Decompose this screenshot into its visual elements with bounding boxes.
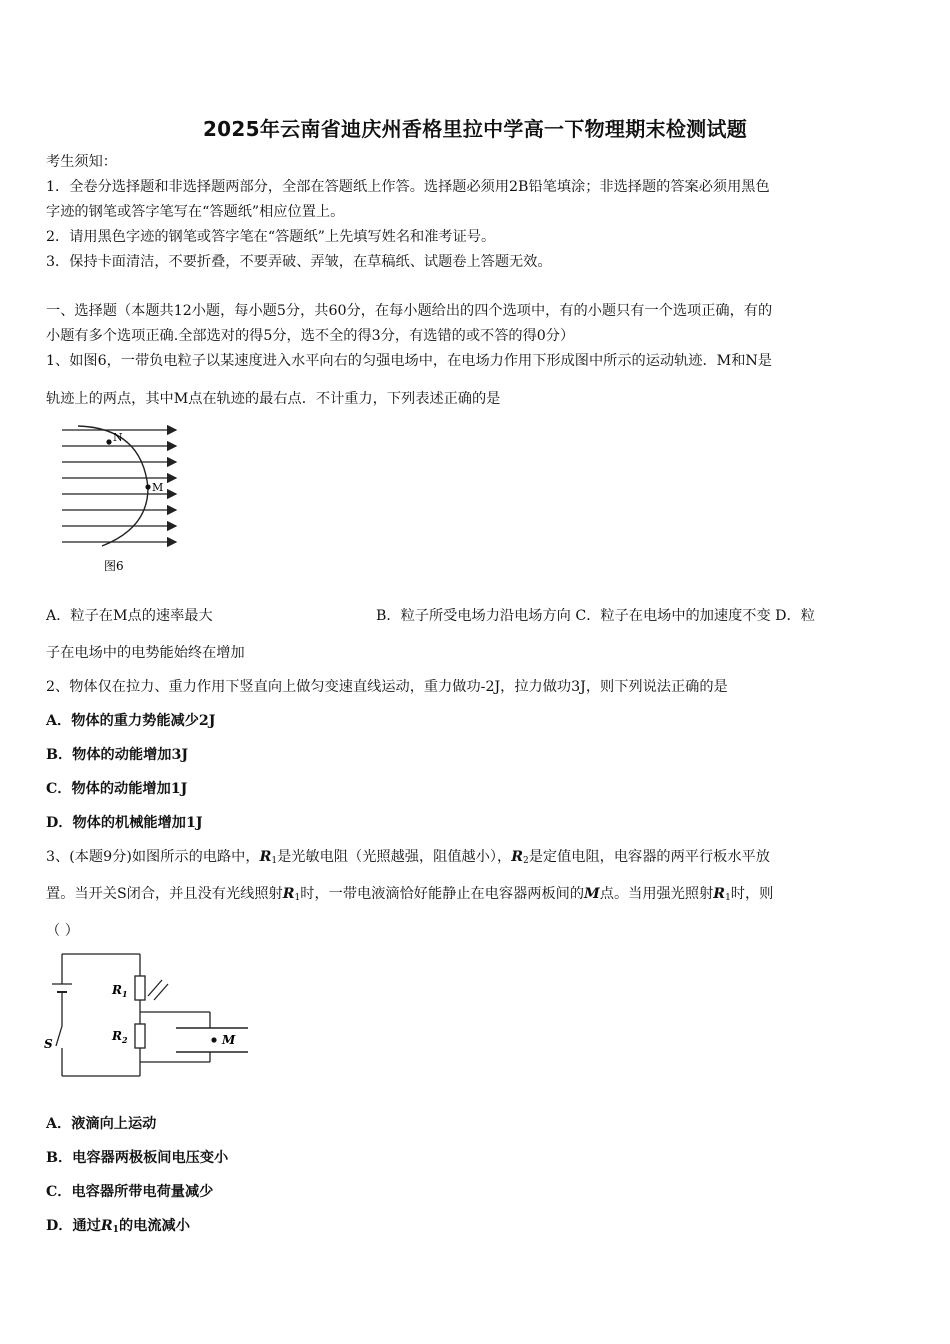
label-sub: 2 xyxy=(121,1035,128,1045)
q2-option-a: A．物体的重力势能减少2J xyxy=(46,713,216,729)
label-m: M xyxy=(152,481,164,494)
subscript: 2 xyxy=(522,856,529,866)
notice-heading: 考生须知： xyxy=(46,154,117,170)
electric-field-figure xyxy=(56,420,186,580)
label-r: R xyxy=(112,1029,122,1043)
switch-blade xyxy=(56,1026,62,1046)
circuit-figure xyxy=(44,948,254,1083)
label-r2 xyxy=(111,1029,128,1045)
notice-item-2: 2．请用黑色字迹的钢笔或答字笔在“答题纸”上先填写姓名和准考证号。 xyxy=(46,229,496,245)
notice-item-3: 3．保持卡面清洁，不要折叠，不要弄破、弄皱，在草稿纸、试题卷上答题无效。 xyxy=(46,254,552,270)
q3-text: 是定值电阻，电容器的两平行板水平放 xyxy=(528,849,770,865)
q3-text: 置。当开关S闭合，并且没有光线照射 xyxy=(46,886,283,902)
subscript: 1 xyxy=(294,893,301,903)
q3-option-d xyxy=(46,1216,908,1240)
label-n: N xyxy=(113,431,123,444)
var-m: M xyxy=(584,886,600,902)
q3-option-d-text: D．通过 xyxy=(46,1218,101,1234)
q3-stem-line1 xyxy=(46,847,908,871)
q3-option-a: A．液滴向上运动 xyxy=(46,1116,157,1132)
section-heading-line1: 一、选择题（本题共12小题，每小题5分，共60分，在每小题给出的四个选项中，有的小题只有一个选项正确，有的 xyxy=(46,303,773,319)
q1-option-bcd: B．粒子所受电场力沿电场方向 C．粒子在电场中的加速度不变 D．粒 xyxy=(376,608,815,624)
var-r: R xyxy=(511,849,523,865)
point-n xyxy=(106,439,111,444)
subscript: 1 xyxy=(271,856,278,866)
q3-text: 时，一带电液滴恰好能静止在电容器两板间的 xyxy=(300,886,585,902)
q3-answer-paren: （ ） xyxy=(46,923,79,939)
label-r: R xyxy=(112,983,122,997)
q1-option-a: A．粒子在M点的速率最大 xyxy=(46,608,213,624)
var-r: R xyxy=(282,886,295,902)
label-m: M xyxy=(222,1033,236,1047)
q2-option-b: B．物体的动能增加3J xyxy=(46,747,189,763)
q2-stem: 2、物体仅在拉力、重力作用下竖直向上做匀变速直线运动，重力做功-2J，拉力做功3J，则下列说法正确的是 xyxy=(46,679,728,695)
q3-option-b: B．电容器两极板间电压变小 xyxy=(46,1150,229,1166)
q3-option-d-text: 的电流减小 xyxy=(118,1218,190,1234)
q3-text: 3、(本题9分)如图所示的电路中， xyxy=(46,849,260,865)
resistor-r2 xyxy=(135,1024,145,1048)
q2-option-c: C．物体的动能增加1J xyxy=(46,781,188,797)
section-heading-line2: 小题有多个选项正确.全部选对的得5分，选不全的得3分，有选错的或不答的得0分） xyxy=(46,328,575,344)
notice-item-1-cont: 字迹的钢笔或答字笔写在“答题纸”相应位置上。 xyxy=(46,204,345,220)
label-r1 xyxy=(111,983,128,999)
var-r: R xyxy=(713,886,726,902)
figure-caption: 图6 xyxy=(104,559,124,573)
q3-text: 时，则 xyxy=(730,886,774,902)
subscript: 1 xyxy=(112,1225,119,1235)
label-sub: 1 xyxy=(121,989,128,999)
q1-option-d-cont: 子在电场中的电势能始终在增加 xyxy=(46,645,245,661)
droplet-point xyxy=(211,1037,216,1042)
q2-option-d: D．物体的机械能增加1J xyxy=(46,815,203,831)
q3-stem-line2 xyxy=(46,884,908,908)
resistor-r1 xyxy=(135,976,145,1000)
var-r: R xyxy=(259,849,272,865)
var-r: R xyxy=(100,1218,113,1234)
page-title: 2025年云南省迪庆州香格里拉中学高一下物理期末检测试题 xyxy=(202,117,748,141)
q1-stem-line2: 轨迹上的两点，其中M点在轨迹的最右点．不计重力，下列表述正确的是 xyxy=(46,391,501,407)
q3-option-c: C．电容器所带电荷量减少 xyxy=(46,1184,214,1200)
trajectory-curve xyxy=(78,426,148,546)
subscript: 1 xyxy=(725,893,731,903)
label-s: S xyxy=(44,1037,53,1051)
q3-text: 点。当用强光照射 xyxy=(599,886,714,902)
point-m xyxy=(145,484,150,489)
notice-item-1: 1．全卷分选择题和非选择题两部分，全部在答题纸上作答。选择题必须用2B铅笔填涂；非选择题的答案必须用黑色 xyxy=(46,179,770,195)
q1-stem-line1: 1、如图6，一带负电粒子以某速度进入水平向右的匀强电场中，在电场力作用下形成图中所示的运动轨迹．M和N是 xyxy=(46,353,772,369)
q3-text: 是光敏电阻（光照越强，阻值越小）， xyxy=(277,849,512,865)
